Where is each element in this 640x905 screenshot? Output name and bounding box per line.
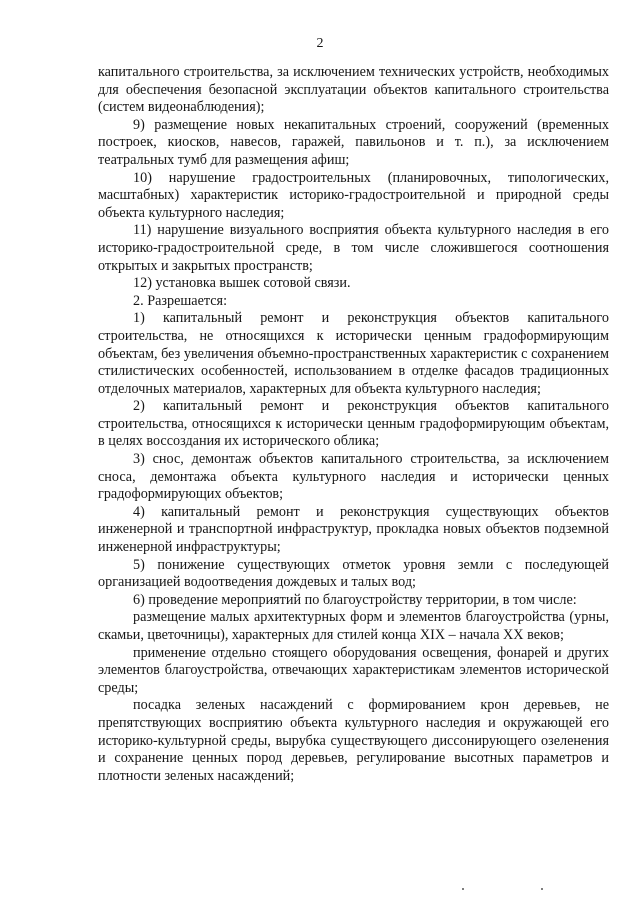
document-body [98, 64, 609, 785]
paragraph-continuation: капитального строительства, за исключением технических устройств, необходимых для обеспечения безопасной эксплуатации объектов капитального строительства (систем видеонаблюдения); [98, 64, 609, 116]
paragraph-subitem-lighting: применение отдельно стоящего оборудования освещения, фонарей и других элементов благоустройства, отвечающих характеристикам элементов исторической среды; [98, 644, 609, 696]
paragraph-item-12: 12) установка вышек сотовой связи. [133, 275, 351, 292]
paragraph-allowed-3: 3) снос, демонтаж объектов капитального строительства, за исключением сноса, демонтажа объекта культурного наследия и исторически ценных градоформирующих объектов; [98, 451, 609, 503]
paragraph-subitem-small-forms: размещение малых архитектурных форм и элементов благоустройства (урны, скамьи, цветочницы), характерных для стилей конца XIX – начала XX веков; [98, 609, 609, 643]
page-number: 2 [316, 36, 324, 51]
scan-speck [462, 888, 464, 890]
paragraph-item-9: 9) размещение новых некапитальных строений, сооружений (временных построек, киосков, навесов, гаражей, павильонов и т. п.), за исключением театральных тумб для размещения афиш; [98, 116, 609, 168]
paragraph-allowed-2: 2) капитальный ремонт и реконструкция объектов капитального строительства, относящихся к исторически ценным градоформирующим объектам, в целях воссоздания их исторического облика; [98, 398, 609, 450]
paragraph-allowed-4: 4) капитальный ремонт и реконструкция существующих объектов инженерной и транспортной инфраструктур, прокладка новых объектов подземной инженерной инфраструктуры; [98, 503, 609, 556]
paragraph-allowed-5: 5) понижение существующих отметок уровня земли с последующей организацией водоотведения дождевых и талых вод; [98, 556, 609, 591]
paragraph-allowed-1: 1) капитальный ремонт и реконструкция объектов капитального строительства, не относящихся к исторически ценным градоформирующим объектам, без увеличения объемно-пространственных характеристик с сохранением стилистических особенностей, использованием в отделке фасадов традиционных отделочных материалов, характерных для объекта культурного наследия; [98, 310, 609, 397]
paragraph-item-10: 10) нарушение градостроительных (планировочных, типологических, масштабных) характеристик историко-градостроительной и природной среды объекта культурного наследия; [98, 169, 609, 221]
scan-speck [541, 888, 543, 890]
paragraph-subitem-planting: посадка зеленых насаждений с формированием крон деревьев, не препятствующих восприятию объекта культурного наследия и окружающей его историко-культурной среды, вырубка существующего диссонирующего озеленения и сохранение ценных пород деревьев, регулирование высотных параметров и плотности зеленых насаждений; [98, 697, 609, 784]
section-heading-allowed: 2. Разрешается: [133, 292, 228, 309]
paragraph-allowed-6: 6) проведение мероприятий по благоустройству территории, в том числе: [133, 591, 577, 608]
paragraph-item-11: 11) нарушение визуального восприятия объекта культурного наследия в его историко-градостроительной среде, в том числе сложившегося соотношения открытых и закрытых пространств; [98, 222, 609, 274]
